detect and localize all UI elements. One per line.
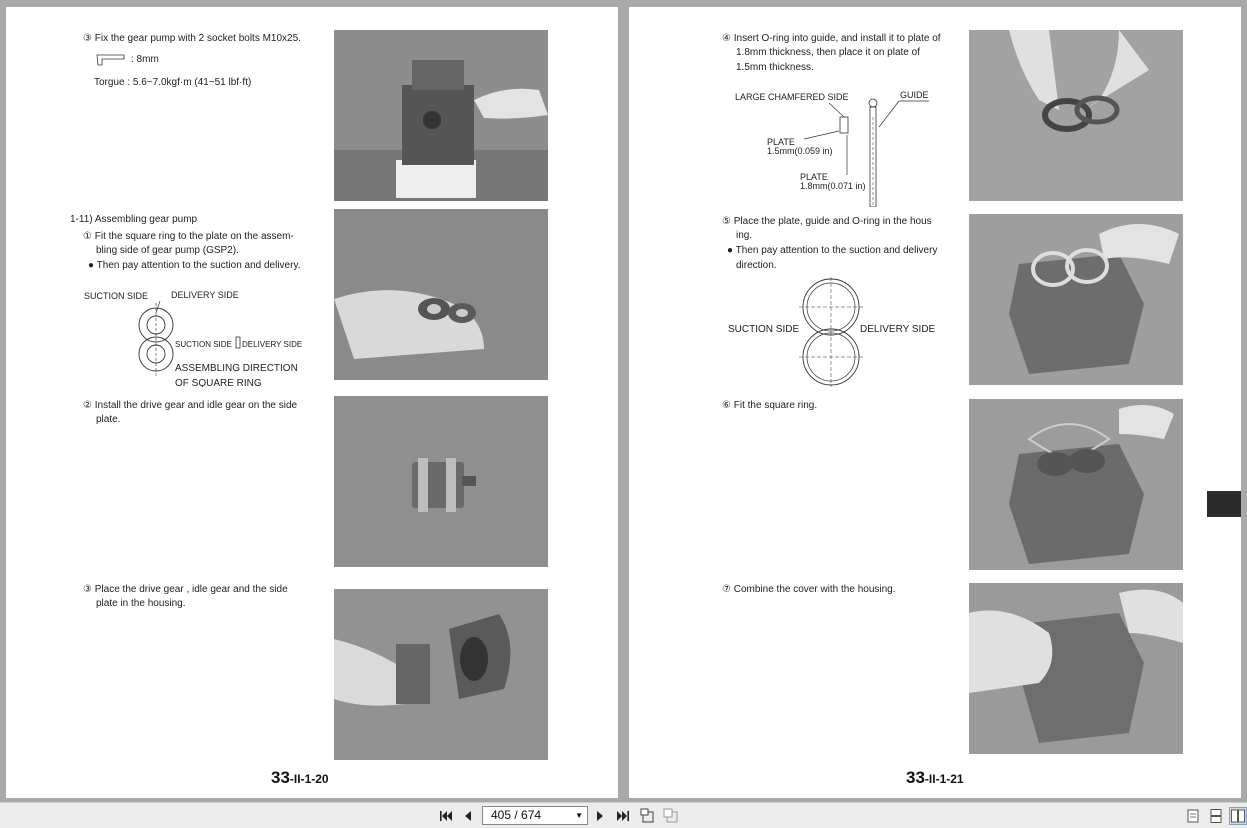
bullet-1: ● Then pay attention to the suction and delivery. — [88, 260, 301, 271]
two-page-view-icon[interactable] — [1229, 807, 1247, 825]
suction-delivery-diagram — [727, 277, 942, 389]
step-1-line1: ① Fit the square ring to the plate on the assem- — [83, 231, 294, 242]
step-5-line2: ing. — [736, 230, 753, 241]
svg-text:LARGE CHAMFERED SIDE: LARGE CHAMFERED SIDE — [735, 92, 849, 102]
single-page-view-icon[interactable] — [1184, 807, 1202, 825]
svg-text:GUIDE: GUIDE — [900, 90, 929, 100]
svg-text:DELIVERY SIDE: DELIVERY SIDE — [171, 290, 239, 300]
bullet-icon: ● — [88, 260, 95, 271]
rotate-page-icon[interactable] — [639, 807, 657, 825]
hex-wrench-icon — [96, 53, 126, 67]
svg-text:1.5mm(0.059 in): 1.5mm(0.059 in) — [767, 146, 833, 156]
step-5-line1: ⑤ Place the plate, guide and O-ring in the hous — [722, 216, 932, 227]
step-2-line1: ② Install the drive gear and idle gear on the side — [83, 400, 298, 411]
step-3b-line2: plate in the housing. — [96, 598, 186, 609]
svg-text:SUCTION SIDE: SUCTION SIDE — [728, 324, 800, 335]
wrench-size: : 8mm — [131, 54, 159, 65]
photo-gears-into-housing — [334, 589, 548, 760]
svg-text:ASSEMBLING DIRECTION: ASSEMBLING DIRECTION — [175, 363, 298, 374]
copy-page-icon[interactable] — [662, 807, 680, 825]
section-tab-marker — [1207, 491, 1241, 517]
chevron-down-icon[interactable]: ▼ — [575, 811, 583, 820]
svg-text:PLATE: PLATE — [800, 172, 828, 182]
svg-text:DELIVERY SIDE: DELIVERY SIDE — [860, 324, 936, 335]
page-number-right: 33-II-1-21 — [906, 768, 964, 787]
svg-text:OF SQUARE RING: OF SQUARE RING — [175, 378, 262, 387]
right-page — [629, 7, 1241, 798]
svg-text:DELIVERY SIDE: DELIVERY SIDE — [242, 340, 303, 349]
left-page — [6, 7, 618, 798]
photo-square-ring-fit — [969, 399, 1183, 570]
continuous-view-icon[interactable] — [1207, 807, 1225, 825]
section-title: 1-11) Assembling gear pump — [70, 214, 198, 225]
square-ring-diagram — [80, 287, 310, 387]
svg-text:1.8mm(0.071 in): 1.8mm(0.071 in) — [800, 181, 866, 191]
bullet-5-line2: direction. — [736, 260, 777, 271]
step-1-line2: bling side of gear pump (GSP2). — [96, 245, 239, 256]
step-4-line1: ④ Insert O-ring into guide, and install it to plate of — [722, 33, 941, 44]
step-7-text: ⑦ Combine the cover with the housing. — [722, 584, 896, 595]
svg-text:SUCTION SIDE: SUCTION SIDE — [84, 291, 149, 301]
bullet-icon: ● — [727, 245, 734, 256]
photo-gears-on-plate — [334, 396, 548, 567]
previous-page-icon[interactable] — [459, 807, 477, 825]
first-page-icon[interactable] — [437, 807, 455, 825]
plate-guide-diagram — [729, 87, 939, 207]
last-page-icon[interactable] — [614, 807, 632, 825]
photo-pump-mounting — [334, 30, 548, 201]
step-3b-line1: ③ Place the drive gear , idle gear and the side — [83, 584, 288, 595]
svg-text:SUCTION SIDE: SUCTION SIDE — [175, 340, 232, 349]
torque-spec: Torgue : 5.6~7.0kgf·m (41~51 lbf·ft) — [94, 77, 252, 88]
step-3-text: ③ Fix the gear pump with 2 socket bolts M10x25. — [83, 33, 301, 44]
step-6-text: ⑥ Fit the square ring. — [722, 400, 818, 411]
photo-o-ring-guide — [969, 30, 1183, 201]
next-page-icon[interactable] — [591, 807, 609, 825]
photo-square-ring — [334, 209, 548, 380]
photo-cover-combine — [969, 583, 1183, 754]
page-number-left: 33-II-1-20 — [271, 768, 329, 787]
step-4-line2: 1.8mm thickness, then place it on plate of — [736, 47, 920, 58]
page-number-input[interactable]: 405 / 674 ▼ — [482, 806, 588, 825]
step-2-line2: plate. — [96, 414, 121, 425]
viewer-toolbar — [0, 802, 1247, 828]
step-4-line3: 1.5mm thickness. — [736, 62, 814, 73]
svg-text:PLATE: PLATE — [767, 137, 795, 147]
bullet-5-line1: ● Then pay attention to the suction and delivery — [727, 245, 938, 256]
photo-plate-in-housing — [969, 214, 1183, 385]
